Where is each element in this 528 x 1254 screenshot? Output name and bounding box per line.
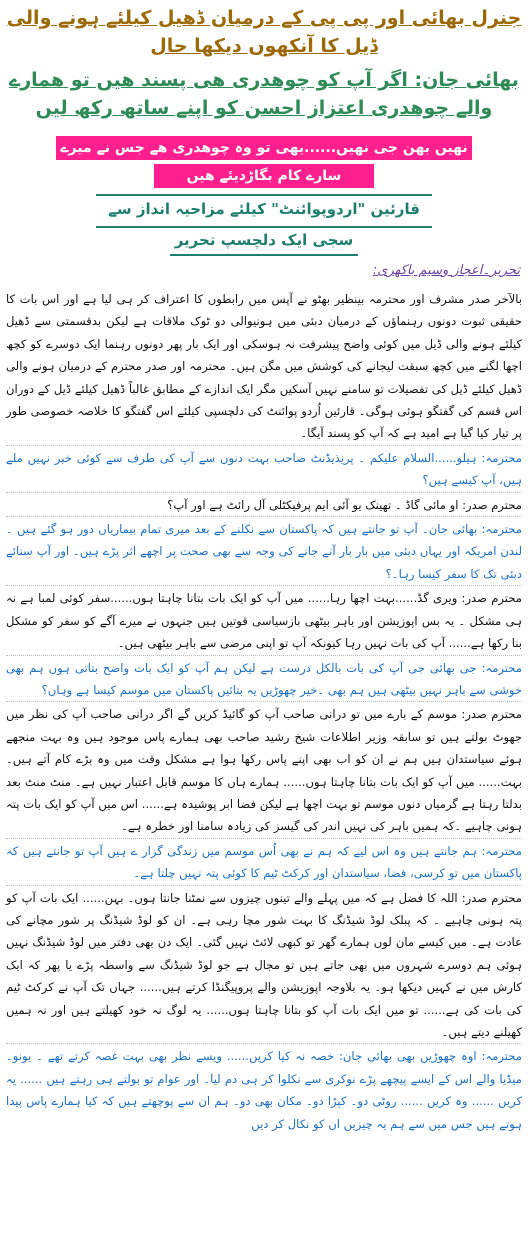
dialogue-paragraph: محترم صدر: اللہ کا فضل ہے کہ میں پہلے والے تینوں چیزوں سے نمٹنا جانتا ہوں۔ بہن...... ایک بات آپ کو پتہ ہونی چاہیے ۔ کہ پبلک لوڈ شیڈنگ کا بہت شور مچا رہی ہے۔ ان کو لوڈ شیڈنگ پر شور مچانے کی عادت ہے۔ میں کیسے مان لوں ہمارے گھر تو کبھی لائٹ نہیں گئی۔ ایک دن بھی دفتر میں لوڈ شیڈنگ نہیں ہوئی ہم دوسرے شہروں میں بھی جاتے ہیں تو مجال ہے جو لوڈ شیڈنگ سے واسطہ پڑے یا پھر کہ ایک کارش میں نے کہیں دیکھا ہو۔ یہ بلاوجہ اپوزیشن والے پروپیگنڈا کرتے ہیں...... جہاں تک آپ نے کرکٹ ٹیم کی بات کی ہے...... تو میں ایک بات آپ کو بتانا چاہتا ہوں...... یہ لوگ نہ خود کھیلتے ہیں اور نہ ہمیں کھیلنے دیتے ہیں۔ bbox=[6, 890, 522, 1039]
callout-line-1: نھیں بھن جی نھیں......یھی تو وہ چوھدری ھے جس نے میرے bbox=[56, 136, 472, 160]
dialogue-paragraph: محترمہ: ہم جانتے ہیں وہ اس لیے کہ ہم نے بھی اُس موسم میں زندگی گزار ے ہیں آپ تو جانتے ہیں کہ پاکستان میں تو کرسی، فضا، سیاستدان اور کرکٹ ٹیم کا کوئی پتہ نہیں چلتا ہے۔ bbox=[6, 843, 522, 881]
promo-line-1: قارئین "اردوپوائنٹ" کیلئے مزاحیہ انداز سے bbox=[108, 200, 420, 218]
intro-paragraph: بالآخر صدر مشرف اور محترمہ بینظیر بھٹو نے آپس میں رابطوں کا اعتراف کر ہی لیا ہے اور اس بات کا حقیقی ثبوت دونوں رہنماؤں کے درمیان دبئی میں ہونیوالی دو ٹوک ملاقات ہے لیکن بدقسمتی سے ڈھیل کیلئے ہونے والی ڈیل میں کوئی واضح پیشرفت نہ ہوسکی اور ایک بار پھر دونوں رہنما ایک دوسرے کو کچھ اچھا لگنے میں کچھ سبقت لیجانے کی کوشش میں مگن ہیں۔ محترمہ اور صدر محترم کے درمیان ہونے والی ڈھیل کیلئے ڈیل کی تفصیلات تو سامنے نہیں آسکیں مگر ایک اندازے کے مطابق غالباً ڈھیل کیلئے ڈیل کے دوران اس قسم کی گفتگو ہوئی ہوگی۔ قارئین اُردو پوائنٹ کی دلچسپی کیلئے اس گفتگو کا خلاصہ خصوصی طور پر تیار کیا گیا ہے امید ہے کہ آپ کو پسند آیگا۔ bbox=[6, 292, 522, 441]
dialogue-paragraph: محترمہ: ہیلو......السلام علیکم ۔ پریذیڈنٹ صاحب بہت دنوں سے آپ کی طرف سے کوئی خبر نہیں ملے ہیں، آپ کیسے ہیں؟ bbox=[6, 450, 522, 488]
dialogue-paragraph: محترمہ: بھائی جان۔ آپ تو جانتے ہیں کہ پاکستان سے نکلنے کے بعد میری تمام بیماریاں دور ہو گئے ہیں ۔لندن امریکہ اور یہاں دبئی میں بار بار آنے جانے کی وجہ سے بھی صحت پر اچھے اثر پڑے ہیں۔ اور آپ سنائے دبئی تک کا سفر کیسا رہا۔؟ bbox=[6, 522, 522, 581]
dialogue-paragraph: محترمہ: جی بھائی جی آپ کی بات بالکل درست ہے لیکن ہم آپ کو ایک بات واضح بتاتی ہوں ہم بھی خوشی سے باہر نہیں بیٹھی ہیں ہم بھی ۔خیر چھوڑیں یہ بتائیں پاکستان میں موسم کیسا ہے وہاں؟ bbox=[6, 660, 522, 697]
callout-line-2: سارے کام بگاڑدیئے ھیں bbox=[154, 164, 374, 188]
dialogue-paragraph: محترمہ: اوہ چھوڑیں بھی بھائی جان: خصہ نہ کیا کریں...... ویسے نظر بھی بہت غصہ کرتے تھے ۔ یونو۔ میڈیا والے اس کے ایسے پیچھے پڑے نوکری سے نکلوا کر ہی دم لیا۔ اور عوام تو بولتے ہی رہتے ہیں ...... یہ کریں ...... وہ کریں ...... روٹی دو۔ کپڑا دو۔ مکان بھی دو۔ ہم ان سے پوچھتے ہیں کہ کیا ہمارے پاس پیدا ہوتے ہیں جس میں سے ہم یہ چیزیں ان کو نکال کر دیں bbox=[6, 1049, 522, 1131]
headline-line-1: جنرل بھائی اور پی پی کے درمیان ڈھیل کیلئے ہونے والی bbox=[6, 7, 522, 29]
article-body bbox=[6, 288, 522, 1254]
headline-line-2: ڈیل کا آنکھوں دیکھا حال bbox=[150, 35, 378, 57]
author-byline: تحریر۔اعجاز وسیم باکھری: bbox=[372, 263, 520, 278]
dialogue-paragraph: محترم صدر: موسم کے بارے میں تو درانی صاحب آپ کو گائیڈ کریں گے اگر درانی صاحب آپ کی نظر میں جھوٹ بولتے ہیں تو سابقہ وزیر اطلاعات شیخ رشید صاحب بھی ہمارے پاس موجود ہیں وہ بہت منجھے ہوئے سیاستدان ہیں ہم نے ان کو اب بھی اپنے پاس رکھا ہوا ہے مشکل وقت میں وہ بڑے کام آتے ہیں۔ بہت...... میں آپ کو ایک بات بتانا چاہتا ہوں...... ہمارے ہاں کا موسم قابل اعتبار نہیں ہے۔ منٹ منٹ بعد بدلتا رہتا ہے گرمیاں دنوں موسم تو بہت اچھا ہے لیکن فضا ابر پوشیدہ ہے...... اس میں آپ کو ایک بات پتہ ہونی چاہیے ۔کہ ہمیں باہر کی نہیں اندر کی گیسز کی زیادہ سامنا اور خطرہ ہے۔ bbox=[6, 707, 522, 834]
promo-line-2: سجی ایک دلچسپ تحریر bbox=[174, 231, 354, 249]
promo-rule-bottom bbox=[170, 254, 358, 256]
dialogue-paragraph: محترم صدر: ویری گڈ......بہت اچھا رہا...... میں آپ کو ایک بات بتانا چاہتا ہوں......سفر کوئی لمبا ہے نہ ہی مشکل ۔ یہ بس اپوزیشن اور باہر بیٹھی بازسیاسی قوتیں ہیں جنہوں نے میرے آگے کو سفر کو مشکل بنا رکھا ہے...... آپ کی بات نہیں رہا کیونکہ آپ تو اپنی مرضی سے باہر بیٹھی ہیں۔ bbox=[6, 591, 522, 651]
promo-rule-top bbox=[96, 194, 432, 196]
dialogue-paragraph: محترم صدر: او مائی گاڈ ۔ تھینک یو آئی ایم پرفیکٹلی آل رائٹ ہے اور آپ؟ bbox=[167, 497, 522, 512]
promo-rule-middle bbox=[96, 226, 432, 228]
subheadline-line-2: والے چوھدری اعتزاز احسن کو اپنے ساتھ رکھ لیں bbox=[35, 97, 493, 119]
subheadline-line-1: بھائی جان: اگر آپ کو چوھدری ھی پسند ھیں تو ھمارے bbox=[9, 69, 519, 91]
